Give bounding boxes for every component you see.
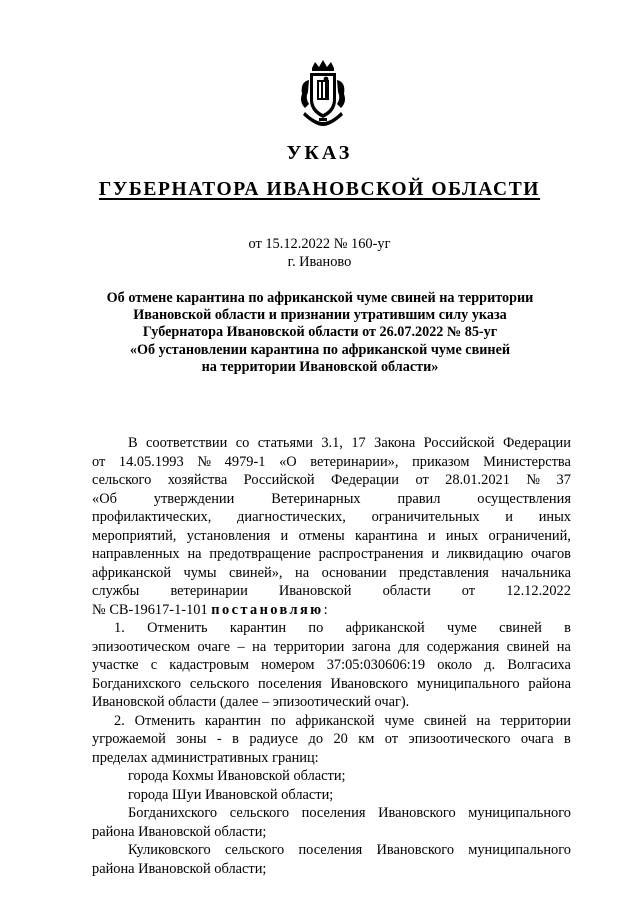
body-word: – — [237, 638, 245, 655]
body-word: карантин — [204, 712, 261, 729]
body-line — [92, 453, 571, 472]
body-word: 17 — [351, 435, 366, 451]
body-line — [92, 767, 571, 786]
body-word: хозяйства — [167, 472, 228, 488]
body-word: диагностических, — [237, 509, 346, 525]
body-word: территории — [273, 638, 345, 655]
body-word: службы — [92, 583, 140, 599]
body-line — [92, 434, 571, 453]
body-word: Отменить — [147, 620, 208, 636]
body-word: африканской — [295, 712, 375, 729]
subject-line: Губернатора Ивановской области от 26.07.2022 № 85-уг — [142, 324, 498, 341]
body-word: № — [197, 453, 212, 470]
document-subject — [80, 290, 560, 376]
body-line — [92, 471, 571, 490]
body-word: ограничительных — [371, 509, 480, 525]
body-word: Ветеринарных — [271, 490, 361, 507]
body-text-run: пределах административных границ: — [92, 749, 319, 766]
body-word: свиней — [506, 638, 550, 655]
body-word: 37 — [556, 472, 571, 488]
decree-verb-postanovlyayu: постановляю — [211, 601, 324, 618]
body-word: основании — [321, 564, 387, 581]
body-word: 12.12.2022 — [506, 583, 571, 599]
document-date-number: от 15.12.2022 № 160-уг — [248, 236, 391, 252]
body-word: отмены — [298, 527, 345, 544]
body-word: сельского — [92, 472, 152, 488]
body-line — [92, 601, 571, 620]
subject-line: Об отмене карантина по африканской чуме свиней на территории — [106, 290, 534, 306]
body-text-run: № СВ-19617-1-101 — [92, 601, 208, 618]
body-word: по — [308, 620, 324, 636]
body-word: д. — [484, 657, 496, 673]
body-word: Богданихского — [92, 675, 182, 692]
body-word: - — [216, 731, 222, 747]
body-word: Волгасиха — [507, 657, 571, 673]
body-word: муниципального — [468, 805, 571, 821]
body-text-run: города Шуи Ивановской области; — [128, 786, 334, 803]
body-word: на — [187, 546, 202, 562]
body-line — [92, 712, 571, 731]
issuing-authority: ГУБЕРНАТОРА ИВАНОВСКОЙ ОБЛАСТИ — [98, 179, 541, 200]
body-word: км — [358, 731, 375, 747]
body-line — [92, 582, 571, 601]
body-word: от — [415, 472, 429, 488]
body-word: Ивановской — [278, 583, 352, 599]
body-word: поселения — [301, 805, 366, 821]
body-word: направленных — [92, 546, 180, 562]
body-word: профилактических, — [92, 509, 212, 525]
body-text-run: района Ивановской области; — [92, 823, 267, 840]
body-word: со — [235, 435, 250, 451]
body-word: муниципального — [416, 675, 520, 692]
body-word: области — [382, 583, 431, 599]
body-word: предотвращение — [209, 546, 311, 562]
body-line — [92, 841, 571, 860]
body-word: в — [232, 731, 239, 747]
body-word: 20 — [333, 731, 348, 747]
body-word: сельского — [229, 805, 290, 821]
body-word: очагов — [530, 546, 571, 562]
body-word: 2. — [114, 712, 125, 729]
body-line — [92, 490, 571, 509]
body-line — [92, 693, 571, 712]
body-word: статьями — [257, 435, 313, 451]
body-word: иных — [445, 527, 479, 544]
body-word: утверждении — [153, 490, 235, 507]
body-word: ветеринарии — [170, 583, 248, 599]
body-word: с — [150, 657, 158, 673]
body-line — [92, 656, 571, 675]
body-punctuation: : — [323, 601, 328, 618]
body-word: иных — [538, 509, 571, 525]
body-word: от — [92, 453, 106, 470]
document-body — [92, 434, 571, 878]
body-word: ветеринарии», — [310, 453, 399, 470]
body-word: Ивановского — [378, 805, 456, 821]
body-word: приказом — [412, 453, 470, 470]
body-word: территории — [500, 712, 571, 729]
body-word: муниципального — [468, 842, 571, 858]
body-word: кадастровым — [169, 657, 249, 673]
body-word: африканской — [345, 620, 425, 636]
body-word: района — [528, 675, 571, 692]
body-line — [92, 860, 571, 879]
body-word: на — [295, 564, 310, 581]
body-word: осуществления — [477, 490, 571, 507]
body-word: Российской — [243, 472, 315, 488]
body-word: Закона — [374, 435, 416, 451]
body-word: 4979-1 — [224, 453, 266, 470]
body-word: эпизоотического — [408, 731, 511, 747]
body-word: свиней — [423, 712, 467, 729]
body-line — [92, 619, 571, 638]
body-word: и — [280, 527, 289, 544]
body-word: зоны — [176, 731, 207, 747]
body-word: чуме — [447, 620, 477, 636]
body-word: радиусе — [249, 731, 299, 747]
document-city: г. Иваново — [287, 254, 352, 270]
body-word: в — [564, 620, 571, 636]
document-type-title: УКАЗ — [286, 142, 353, 164]
body-text-run: города Кохмы Ивановской области; — [128, 768, 346, 784]
body-word: поселения — [257, 675, 322, 692]
body-word: эпизоотическом — [92, 638, 191, 655]
coat-of-arms-emblem — [297, 60, 349, 126]
body-line — [92, 527, 571, 546]
body-word: на — [252, 638, 267, 655]
body-word: Куликовского — [128, 842, 211, 858]
body-word: по — [270, 712, 286, 729]
body-word: загона — [351, 638, 391, 655]
body-word: от — [461, 583, 476, 599]
body-word: от — [384, 731, 399, 747]
body-word: мероприятий, — [92, 527, 177, 544]
body-word: Ивановского — [376, 842, 455, 858]
body-word: и — [427, 527, 436, 544]
body-line — [92, 749, 571, 768]
body-line — [92, 638, 571, 657]
body-line — [92, 564, 571, 583]
body-word: до — [308, 731, 324, 747]
body-word: карантин — [229, 620, 287, 636]
body-word: угрожаемой — [92, 731, 166, 747]
body-word: правил — [397, 490, 441, 507]
body-word: 1. — [114, 620, 125, 636]
body-word: для — [398, 638, 420, 655]
subject-line: на территории Ивановской области» — [201, 358, 439, 375]
body-word: содержания — [426, 638, 500, 655]
body-line — [92, 545, 571, 564]
body-word: номером — [261, 657, 315, 673]
body-word: «Об — [92, 490, 117, 507]
body-line — [92, 823, 571, 842]
body-word: ограничений, — [488, 527, 571, 544]
body-word: соответствии — [146, 435, 228, 451]
body-line — [92, 675, 571, 694]
body-word: африканской — [92, 564, 172, 581]
body-line — [92, 804, 571, 823]
body-word: начальника — [501, 564, 571, 581]
body-text-run: Ивановской области (далее – эпизоотический очаг). — [92, 694, 410, 710]
body-word: свиней — [499, 620, 542, 636]
body-line — [92, 508, 571, 527]
body-word: 3.1, — [321, 435, 343, 451]
body-word: № — [526, 472, 541, 488]
body-word: свиней», — [229, 564, 283, 581]
body-word: очага — [520, 731, 554, 747]
body-word: и — [431, 546, 440, 562]
body-word: сельского — [224, 842, 285, 858]
body-word: 37:05:030606:19 — [326, 657, 426, 673]
body-word: В — [128, 435, 138, 451]
body-word: на — [556, 638, 571, 655]
body-word: «О — [279, 453, 297, 470]
body-word: около — [437, 657, 473, 673]
body-word: Российской — [423, 435, 495, 451]
body-word: в — [564, 731, 571, 747]
body-word: на — [476, 712, 491, 729]
body-word: Ивановского — [330, 675, 409, 692]
body-word: Федерации — [331, 472, 399, 488]
body-word: поселения — [298, 842, 363, 858]
body-text-run: района Ивановской области; — [92, 860, 267, 877]
body-line — [92, 786, 571, 805]
body-word: ликвидацию — [446, 546, 524, 562]
body-word: установления — [186, 527, 271, 544]
body-word: Отменить — [134, 712, 196, 729]
body-word: Федерации — [503, 435, 571, 451]
body-word: участке — [92, 657, 139, 673]
body-word: 28.01.2021 — [445, 472, 510, 488]
body-line — [92, 730, 571, 749]
body-word: чумы — [183, 564, 217, 581]
subject-line: «Об установлении карантина по африканской чуме свиней — [129, 341, 511, 358]
body-word: чуме — [384, 712, 415, 729]
body-word: и — [505, 509, 513, 525]
body-word: распространения — [318, 546, 424, 562]
body-word: сельского — [189, 675, 250, 692]
subject-line: Ивановской области и признании утратившим силу указа — [133, 307, 507, 324]
body-word: 14.05.1993 — [118, 453, 184, 470]
body-word: представления — [399, 564, 489, 581]
body-word: Министерства — [483, 453, 571, 470]
body-word: очаге — [197, 638, 231, 655]
body-word: Богданихского — [128, 805, 218, 821]
body-word: карантина — [355, 527, 418, 544]
